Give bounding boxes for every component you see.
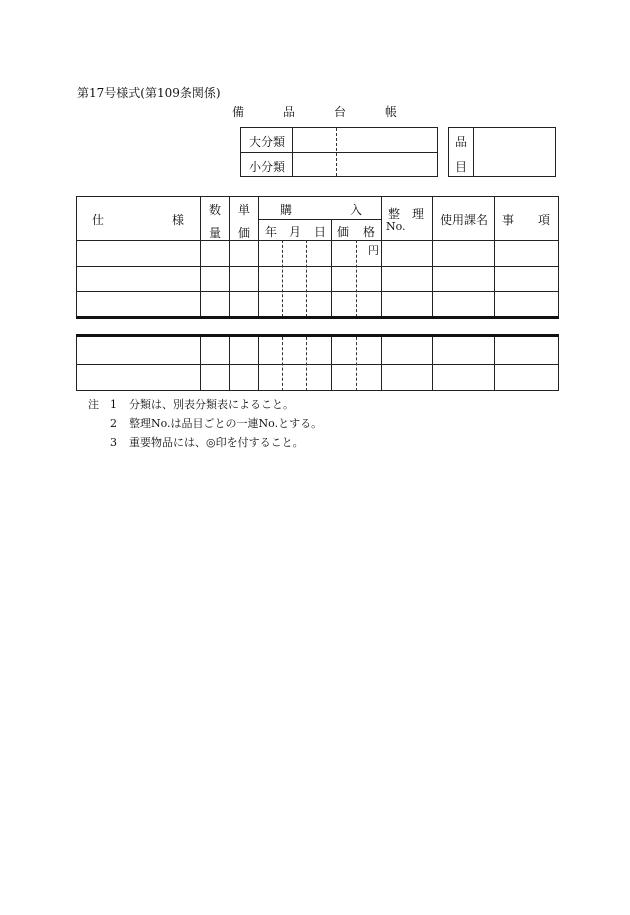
title-char: 台 bbox=[333, 105, 346, 119]
yen-unit: 円 bbox=[368, 244, 379, 257]
notes bbox=[88, 395, 322, 452]
page-title bbox=[232, 103, 397, 120]
note-text: 整理No.は品目ごとの一連No.とする。 bbox=[129, 417, 323, 430]
small-classification-field[interactable] bbox=[293, 153, 437, 176]
note-text: 重要物品には、◎印を付すること。 bbox=[129, 436, 304, 449]
note-mark: 注 bbox=[88, 398, 99, 411]
header-qty-2: 量 bbox=[209, 226, 222, 240]
title-char: 備 bbox=[232, 105, 245, 119]
header-price: 価 格 bbox=[337, 225, 375, 239]
header-qty-1: 数 bbox=[209, 203, 222, 217]
separator-top bbox=[76, 316, 559, 319]
header-unit-2: 価 bbox=[238, 226, 251, 240]
large-classification-field[interactable] bbox=[293, 128, 437, 152]
item-label-2: 目 bbox=[455, 160, 468, 174]
header-month: 月 bbox=[289, 225, 302, 239]
note-number: 3 bbox=[110, 436, 117, 449]
item-box bbox=[448, 127, 556, 177]
item-label-1: 品 bbox=[455, 135, 468, 149]
title-char: 帳 bbox=[384, 105, 397, 119]
form-number: 第17号様式(第109条関係) bbox=[77, 86, 221, 100]
note-text: 分類は、別表分類表によること。 bbox=[129, 398, 294, 411]
large-classification-label: 大分類 bbox=[249, 135, 286, 149]
header-spec: 仕 様 bbox=[92, 213, 184, 227]
header-day: 日 bbox=[314, 225, 327, 239]
note-item bbox=[88, 395, 322, 414]
header-unit-1: 単 bbox=[238, 203, 251, 217]
classification-box bbox=[240, 127, 438, 177]
ledger-table-upper bbox=[76, 196, 559, 317]
header-mgmt: 整 理 bbox=[388, 207, 424, 221]
header-mgmt-no: No. bbox=[386, 220, 406, 233]
note-item bbox=[88, 433, 322, 452]
ledger-table-lower bbox=[76, 337, 559, 391]
note-number: 1 bbox=[110, 398, 117, 411]
title-char: 品 bbox=[282, 105, 295, 119]
header-purchase: 購 入 bbox=[280, 203, 362, 217]
note-item bbox=[88, 414, 322, 433]
note-number: 2 bbox=[110, 417, 117, 430]
header-matter: 事 項 bbox=[502, 213, 550, 227]
small-classification-label: 小分類 bbox=[249, 160, 286, 174]
header-section: 使用課名 bbox=[440, 213, 489, 227]
header-year: 年 bbox=[265, 225, 278, 239]
item-field[interactable] bbox=[474, 128, 555, 176]
